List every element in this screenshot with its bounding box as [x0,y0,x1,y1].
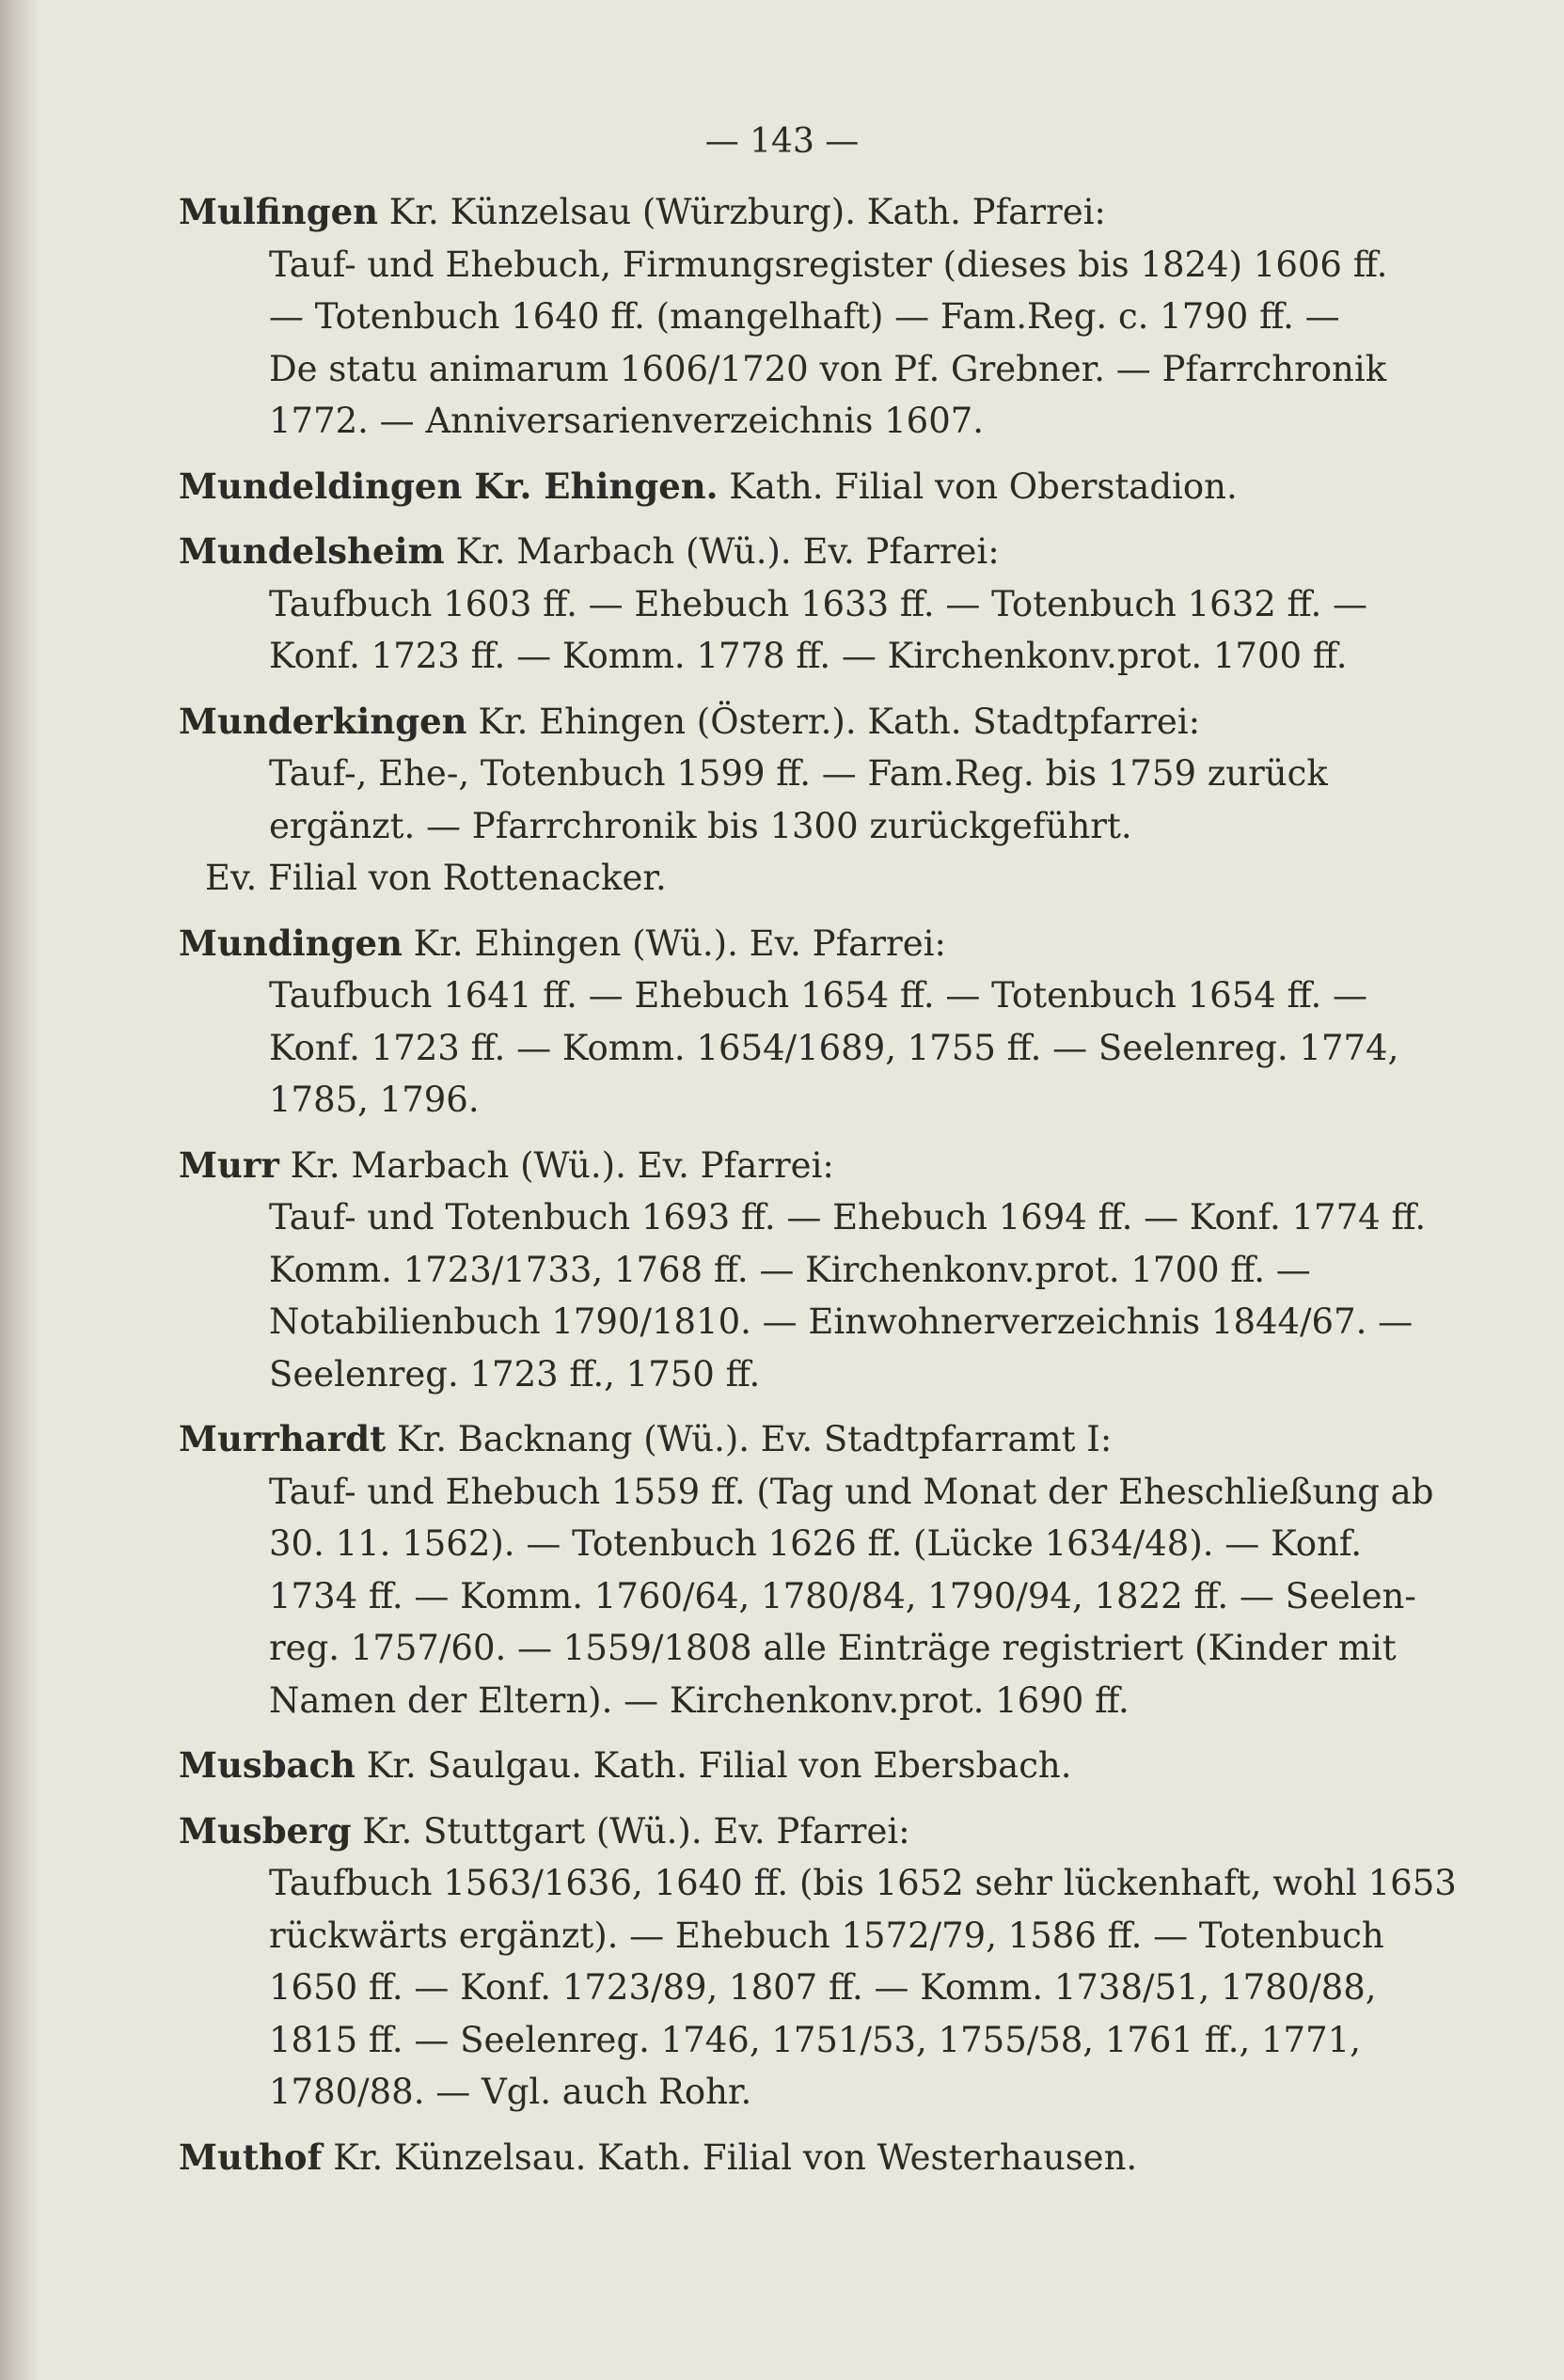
entry-description: Kr. Marbach (Wü.). Ev. Pfarrei: [278,1144,834,1186]
entry-heading [179,526,1401,578]
entry-heading [179,1740,1401,1792]
entry-line: Tauf-, Ehe-, Totenbuch 1599 ff. — Fam.Reg. bis 1759 zurück [269,753,1328,794]
place-name: Musberg [179,1809,352,1852]
entry-subnote: Ev. Filial von Rottenacker. [205,858,667,898]
entry-line: Namen der Eltern). — Kirchenkonv.prot. 1690 ff. [269,1679,1130,1721]
entry-musbach [179,1740,1401,1792]
place-name: Muthof [179,2136,323,2178]
page-binding-shadow [0,0,39,2380]
entry-description: Kr. Künzelsau. Kath. Filial von Westerhausen. [322,2136,1138,2178]
entry-description: Kr. Ehingen (Wü.). Ev. Pfarrei: [402,922,946,964]
entry-line: Notabilienbuch 1790/1810. — Einwohnerverzeichnis 1844/67. — [269,1301,1414,1342]
entry-line: 1785, 1796. [269,1080,480,1120]
entry-heading [179,696,1401,749]
entry-line: ergänzt. — Pfarrchronik bis 1300 zurückgeführt. [269,805,1132,846]
entry-line: — Totenbuch 1640 ff. (mangelhaft) — Fam.Reg. c. 1790 ff. — [269,296,1340,337]
place-name: Musbach [179,1744,355,1786]
entry-muthof [179,2132,1401,2184]
entry-heading [179,186,1401,239]
entry-description: Kr. Marbach (Wü.). Ev. Pfarrei: [444,531,1000,572]
entry-line: 30. 11. 1562). — Totenbuch 1626 ff. (Lücke 1634/48). — Konf. [269,1523,1362,1564]
entry-description: Kath. Filial von Oberstadion. [718,465,1238,507]
entry-line: Konf. 1723 ff. — Komm. 1778 ff. — Kirchenkonv.prot. 1700 ff. [269,636,1348,676]
entry-line: 1780/88. — Vgl. auch Rohr. [269,2072,752,2112]
entry-list [179,186,1457,2197]
entry-line: Konf. 1723 ff. — Komm. 1654/1689, 1755 ff. — Seelenreg. 1774, [269,1027,1399,1068]
entry-heading [179,1805,1401,1858]
entry-mulfingen [179,186,1401,448]
entry-line: Seelenreg. 1723 ff., 1750 ff. [269,1353,761,1395]
entry-heading [179,1413,1401,1466]
entry-mundingen [179,918,1401,1127]
entry-line: 1734 ff. — Komm. 1760/64, 1780/84, 1790/94, 1822 ff. — Seelen- [269,1575,1416,1616]
entry-heading [179,918,1401,970]
entry-description: Kr. Saulgau. Kath. Filial von Ebersbach. [355,1745,1072,1786]
entry-musberg [179,1805,1457,2119]
place-name: Mundelsheim [179,530,445,572]
entry-line: 1772. — Anniversarienverzeichnis 1607. [269,401,985,441]
place-name: Munderkingen [179,700,467,742]
entry-mundelsheim [179,526,1401,683]
entry-line: Tauf- und Ehebuch 1559 ff. (Tag und Monat der Eheschließung ab [269,1471,1434,1512]
entry-line: Komm. 1723/1733, 1768 ff. — Kirchenkonv.prot. 1700 ff. — [269,1249,1311,1290]
entry-description: Kr. Ehingen (Österr.). Kath. Stadtpfarrei: [466,701,1201,742]
place-name: Mundeldingen Kr. Ehingen. [179,465,719,507]
page-number: — 143 — [704,122,860,161]
entry-description: Kr. Künzelsau (Würzburg). Kath. Pfarrei: [378,192,1106,232]
entry-line: Taufbuch 1563/1636, 1640 ff. (bis 1652 sehr lückenhaft, wohl 1653 [269,1863,1457,1903]
entry-description: Kr. Backnang (Wü.). Ev. Stadtpfarramt I: [386,1419,1113,1459]
entry-heading [179,2132,1401,2184]
entry-line: Taufbuch 1603 ff. — Ehebuch 1633 ff. — Totenbuch 1632 ff. — [269,583,1368,624]
entry-mundeldingen [179,461,1401,513]
place-name: Murrhardt [179,1418,387,1459]
entry-line: 1815 ff. — Seelenreg. 1746, 1751/53, 1755/58, 1761 ff., 1771, [269,2019,1361,2060]
entry-heading [179,461,1401,513]
entry-line: rückwärts ergänzt). — Ehebuch 1572/79, 1586 ff. — Totenbuch [269,1915,1384,1956]
entry-line: Tauf- und Ehebuch, Firmungsregister (dieses bis 1824) 1606 ff. [269,244,1388,285]
entry-line: De statu animarum 1606/1720 von Pf. Grebner. — Pfarrchronik [269,348,1387,389]
place-name: Mulfingen [179,191,379,232]
entry-description: Kr. Stuttgart (Wü.). Ev. Pfarrei: [351,1810,910,1852]
place-name: Murr [179,1143,279,1186]
entry-murrhardt [179,1413,1434,1726]
entry-line: 1650 ff. — Konf. 1723/89, 1807 ff. — Komm. 1738/51, 1780/88, [269,1967,1377,2008]
place-name: Mundingen [179,922,403,964]
entry-line: Tauf- und Totenbuch 1693 ff. — Ehebuch 1694 ff. — Konf. 1774 ff. [269,1197,1427,1237]
entry-line: reg. 1757/60. — 1559/1808 alle Einträge registriert (Kinder mit [269,1628,1397,1668]
entry-line: Taufbuch 1641 ff. — Ehebuch 1654 ff. — Totenbuch 1654 ff. — [269,975,1368,1016]
entry-munderkingen [179,696,1401,905]
entry-murr [179,1140,1427,1401]
entry-heading [179,1140,1401,1192]
